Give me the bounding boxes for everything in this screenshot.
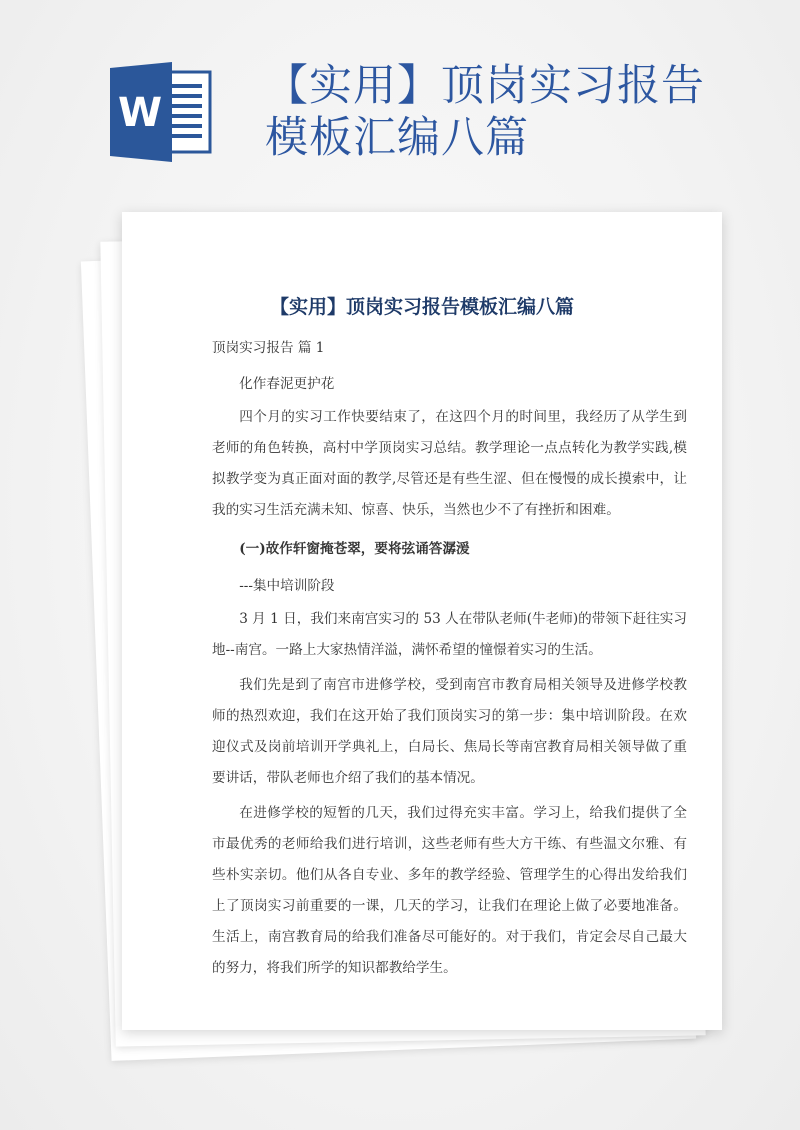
page-title-line-2: 模板汇编八篇 bbox=[265, 113, 529, 163]
paragraph: 3 月 1 日，我们来南宫实习的 53 人在带队老师(牛老师)的带领下赶往实习地--南宫。一路上大家热情洋溢，满怀希望的憧憬着实习的生活。 bbox=[212, 611, 687, 658]
word-document-icon bbox=[110, 62, 212, 162]
document-page bbox=[122, 212, 722, 1030]
document-body bbox=[212, 330, 687, 988]
paragraph: 我们先是到了南宫市进修学校，受到南宫市教育局相关领导及进修学校教师的热烈欢迎，我们在这开始了我们顶岗实习的第一步：集中培训阶段。在欢迎仪式及岗前培训开学典礼上，白局长、焦局长等南宫教育局相关领导做了重要讲话，带队老师也介绍了我们的基本情况。 bbox=[212, 677, 687, 786]
page-title bbox=[265, 60, 785, 164]
logo-letter: W bbox=[117, 90, 163, 136]
section-heading: (一)故作轩窗掩苍翠，要将弦诵答潺湲 bbox=[239, 541, 470, 557]
document-title: 【实用】顶岗实习报告模板汇编八篇 bbox=[269, 296, 574, 318]
section-subtitle: 化作春泥更护花 bbox=[239, 376, 335, 392]
paragraph: 四个月的实习工作快要结束了，在这四个月的时间里，我经历了从学生到老师的角色转换，高村中学顶岗实习总结。教学理论一点点转化为教学实践,模拟教学变为真正面对面的教学,尽管还是有些生涩、但在慢慢的成长摸索中，让我的实习生活充满未知、惊喜、快乐，当然也少不了有挫折和困难。 bbox=[212, 409, 687, 518]
page-title-line-1: 【实用】顶岗实习报告 bbox=[265, 61, 705, 111]
section-label: 顶岗实习报告 篇 1 bbox=[212, 340, 325, 356]
stage-label: ---集中培训阶段 bbox=[239, 578, 335, 594]
paragraph: 在进修学校的短暂的几天，我们过得充实丰富。学习上，给我们提供了全市最优秀的老师给我们进行培训，这些老师有些大方干练、有些温文尔雅、有些朴实亲切。他们从各自专业、多年的教学经验、管理学生的心得出发给我们上了顶岗实习前重要的一课，几天的学习，让我们在理论上做了必要地准备。生活上，南宫教育局的给我们准备尽可能好的。对于我们，肯定会尽自己最大的努力，将我们所学的知识都教给学生。 bbox=[212, 805, 687, 976]
